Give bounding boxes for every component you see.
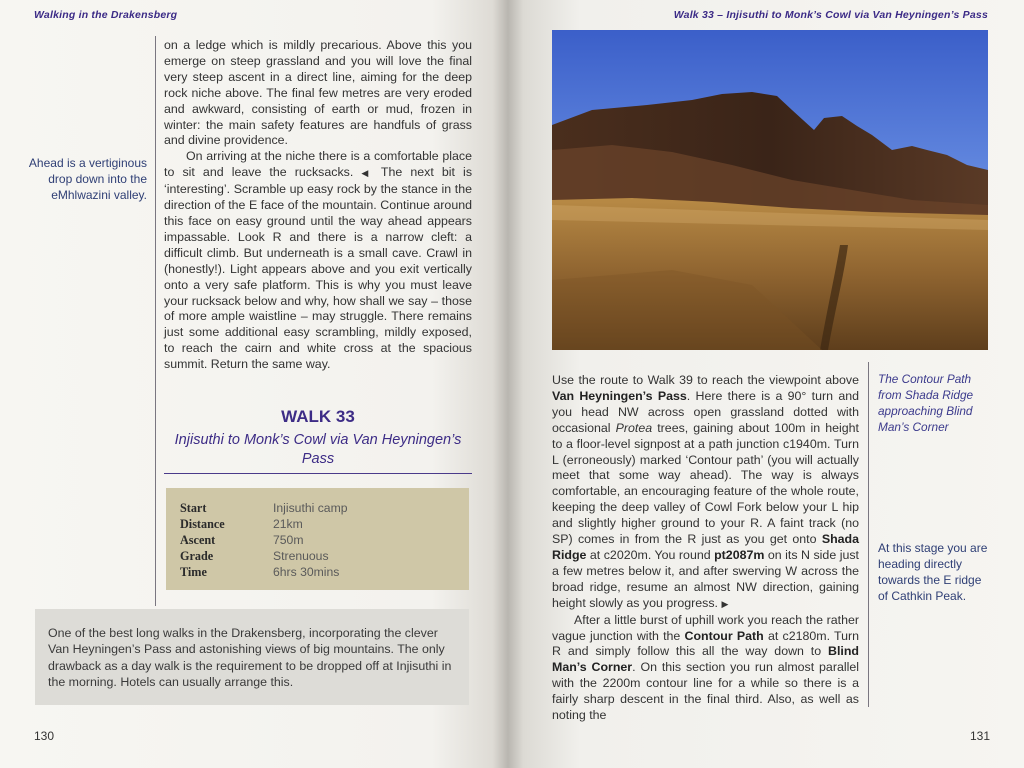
info-value: Injisuthi camp [273,501,348,515]
photo-caption: The Contour Path from Shada Ridge approaching Blind Man’s Corner [878,372,974,434]
page-number: 131 [969,729,990,743]
body-text [552,373,859,724]
text: at c2180m. Turn R and simply follow this all the way down to [552,628,860,659]
info-label: Grade [180,549,214,563]
margin-rule [868,362,869,707]
left-page [0,0,508,768]
plant-name: Protea [615,420,653,435]
place-name: Blind Man’s Corner [552,644,859,675]
paragraph-rest: The next bit is ‘interesting’. Scramble up easy rock by the stance in the direction of the E face of the mountain. Continue around this face on easy ground until the way ahead appears impassable. Look R and there is a narrow cleft: a difficult climb. But underneath is a small cave. Crawl in (honestly!). Light appears above and you exit vertically onto a very safe platform. This is why you must leave your rucksack below and why, how shall we say – those of more ample waistline – may struggle. There remains just some additional easy scrambling, mildly exposed, to reach the cairn and white cross at the spacious summit. Return the same way. [164,165,473,372]
info-label: Distance [180,517,225,531]
info-value: Strenuous [273,549,329,563]
text: at c2020m. You round [586,547,715,562]
margin-note: At this stage you are heading directly towards the E ridge of Cathkin Peak. [878,541,988,603]
info-value: 750m [273,533,304,547]
title-rule [164,473,472,474]
info-label: Time [180,565,207,579]
margin-note: Ahead is a vertiginous drop down into the eMhlwazini valley. [28,156,147,202]
walk-title: WALK 33 [281,407,355,426]
paragraph [164,149,472,373]
paragraph: on a ledge which is mildly precarious. Above this you emerge on steep grassland and you will love the final very steep ascent in a direct line, aiming for the deep rock niche above. The final few metres are very eroded and awkward, consisting of earth or mud, frozen in winter: the main safety features are handfuls of grass and divine providence. [164,38,472,148]
text: . Here there is a 90° turn and you head NW across open grassland dotted with occasional [552,388,859,435]
walk-subtitle: Injisuthi to Monk’s Cowl via Van Heyningen’s Pass [174,432,462,467]
mountain-photo [552,30,988,350]
place-name: pt2087m [714,547,765,562]
margin-pointer-icon: ◀ [361,168,373,179]
walk-info-box [166,488,469,590]
text: . On this section you run almost parallel with the 2200m contour line for a while so there is a fairly sharp descent in the final third. Also, as well as noting the [552,660,859,723]
text: trees, gaining about 100m in height to a floor-level signpost at a path junction c1940m. Turn L (erroneously) marked ‘Contour path’ (you will actually meet that some way ahead). The way is always comfortable, an encouraging feature of the whole route, keeping the deep valley of Cowl Fork below your L hip and slightly higher ground to your R. A faint track (no SP) comes in from the R just as you get onto [552,420,859,547]
info-label: Start [180,501,207,515]
intro-box [35,609,469,705]
place-name: Contour Path [684,628,764,643]
page-number: 130 [34,729,55,743]
paragraph [552,373,859,613]
running-head: Walking in the Drakensberg [34,9,178,21]
margin-rule [155,36,156,606]
intro-text: One of the best long walks in the Drakensberg, incorporating the clever Van Heyningen’s Pass and astonishing views of big mountains. The only drawback as a day walk is the requirement to be dropped off at Injisuthi in the morning. Hotels can usually arrange this. [48,626,452,689]
paragraph [552,613,859,724]
info-value: 21km [273,517,303,531]
paragraph-start: On arriving at the niche there is a comfortable place to sit and leave the rucksacks. [164,149,472,180]
info-label: Ascent [180,533,216,547]
info-value: 6hrs 30mins [273,565,340,579]
body-text [164,38,472,373]
text: After a little burst of uphill work you reach the rather vague junction with the [552,612,859,643]
running-head: Walk 33 – Injisuthi to Monk’s Cowl via Van Heyningen’s Pass [673,9,988,21]
place-name: Van Heyningen’s Pass [552,388,687,403]
text: Use the route to Walk 39 to reach the viewpoint above [552,373,859,387]
margin-pointer-icon: ▶ [721,598,729,609]
right-page [508,0,1024,768]
place-name: Shada Ridge [552,532,859,562]
text: on its N side just a few metres below it, and after swerving W across the broad ridge, resume an almost NW direction, gaining height slowly as you progress. [552,547,859,610]
